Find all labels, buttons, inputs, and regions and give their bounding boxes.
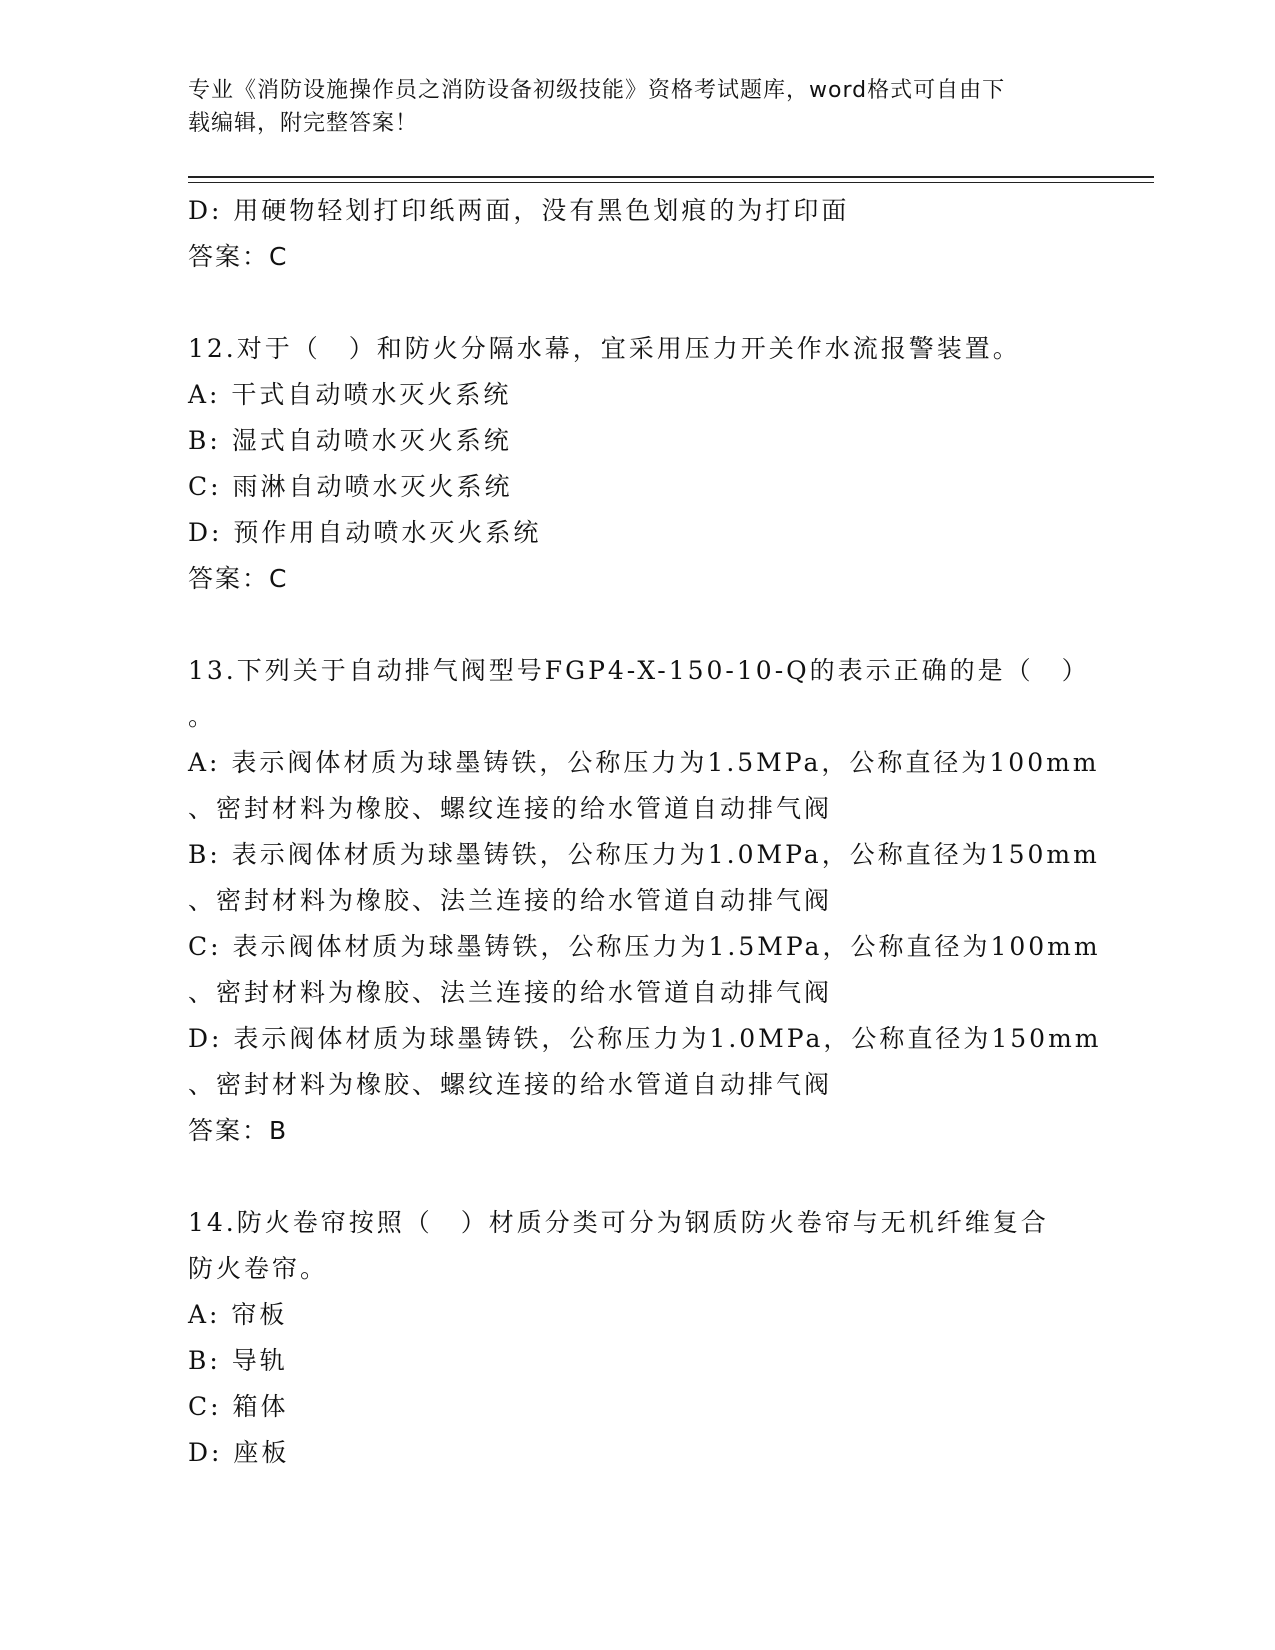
option-c: C: 表示阀体材质为球墨铸铁，公称压力为1.5MPa，公称直径为100mm bbox=[188, 932, 1101, 961]
spacer bbox=[188, 280, 1088, 326]
question-12 bbox=[188, 326, 1088, 602]
header-divider-thin bbox=[188, 182, 1154, 183]
option-b-continued: 、密封材料为橡胶、法兰连接的给水管道自动排气阀 bbox=[188, 886, 833, 915]
answer-line: 答案：C bbox=[188, 564, 289, 593]
header-divider-thick bbox=[188, 176, 1154, 178]
question-stem-continued: 防火卷帘。 bbox=[188, 1254, 329, 1283]
option-d: D: 表示阀体材质为球墨铸铁，公称压力为1.0MPa，公称直径为150mm bbox=[188, 1024, 1102, 1053]
question-13 bbox=[188, 648, 1102, 1154]
document-header bbox=[188, 74, 1088, 140]
spacer bbox=[188, 602, 1088, 648]
option-d: D: 预作用自动喷水灭火系统 bbox=[188, 518, 542, 547]
option-b: B: 表示阀体材质为球墨铸铁，公称压力为1.0MPa，公称直径为150mm bbox=[188, 840, 1100, 869]
option-b: B: 导轨 bbox=[188, 1346, 288, 1375]
option-a: A: 帘板 bbox=[188, 1300, 288, 1329]
question-stem: 13.下列关于自动排气阀型号FGP4-X-150-10-Q的表示正确的是（ ） bbox=[188, 656, 1090, 685]
answer-line: 答案：B bbox=[188, 1116, 289, 1145]
option-b: B: 湿式自动喷水灭火系统 bbox=[188, 426, 512, 455]
option-d: D: 用硬物轻划打印纸两面，没有黑色划痕的为打印面 bbox=[188, 196, 850, 225]
question-stem: 12.对于（ ）和防火分隔水幕，宜采用压力开关作水流报警装置。 bbox=[188, 334, 1021, 363]
header-line-1: 专业《消防设施操作员之消防设备初级技能》资格考试题库，word格式可自由下 bbox=[188, 78, 1006, 103]
question-content bbox=[188, 188, 1102, 1476]
option-c-continued: 、密封材料为橡胶、法兰连接的给水管道自动排气阀 bbox=[188, 978, 833, 1007]
option-d: D: 座板 bbox=[188, 1438, 290, 1467]
question-11-fragment bbox=[188, 188, 1088, 280]
option-a: A: 表示阀体材质为球墨铸铁，公称压力为1.5MPa，公称直径为100mm bbox=[188, 748, 1100, 777]
answer-line: 答案：C bbox=[188, 242, 289, 271]
option-c: C: 雨淋自动喷水灭火系统 bbox=[188, 472, 513, 501]
spacer bbox=[188, 1154, 1088, 1200]
option-a-continued: 、密封材料为橡胶、螺纹连接的给水管道自动排气阀 bbox=[188, 794, 833, 823]
option-c: C: 箱体 bbox=[188, 1392, 289, 1421]
header-line-2: 载编辑，附完整答案！ bbox=[188, 111, 419, 136]
question-stem-continued: 。 bbox=[188, 702, 217, 731]
option-d-continued: 、密封材料为橡胶、螺纹连接的给水管道自动排气阀 bbox=[188, 1070, 833, 1099]
question-14 bbox=[188, 1200, 1088, 1476]
question-stem: 14.防火卷帘按照（ ）材质分类可分为钢质防火卷帘与无机纤维复合 bbox=[188, 1208, 1049, 1237]
option-a: A: 干式自动喷水灭火系统 bbox=[188, 380, 512, 409]
